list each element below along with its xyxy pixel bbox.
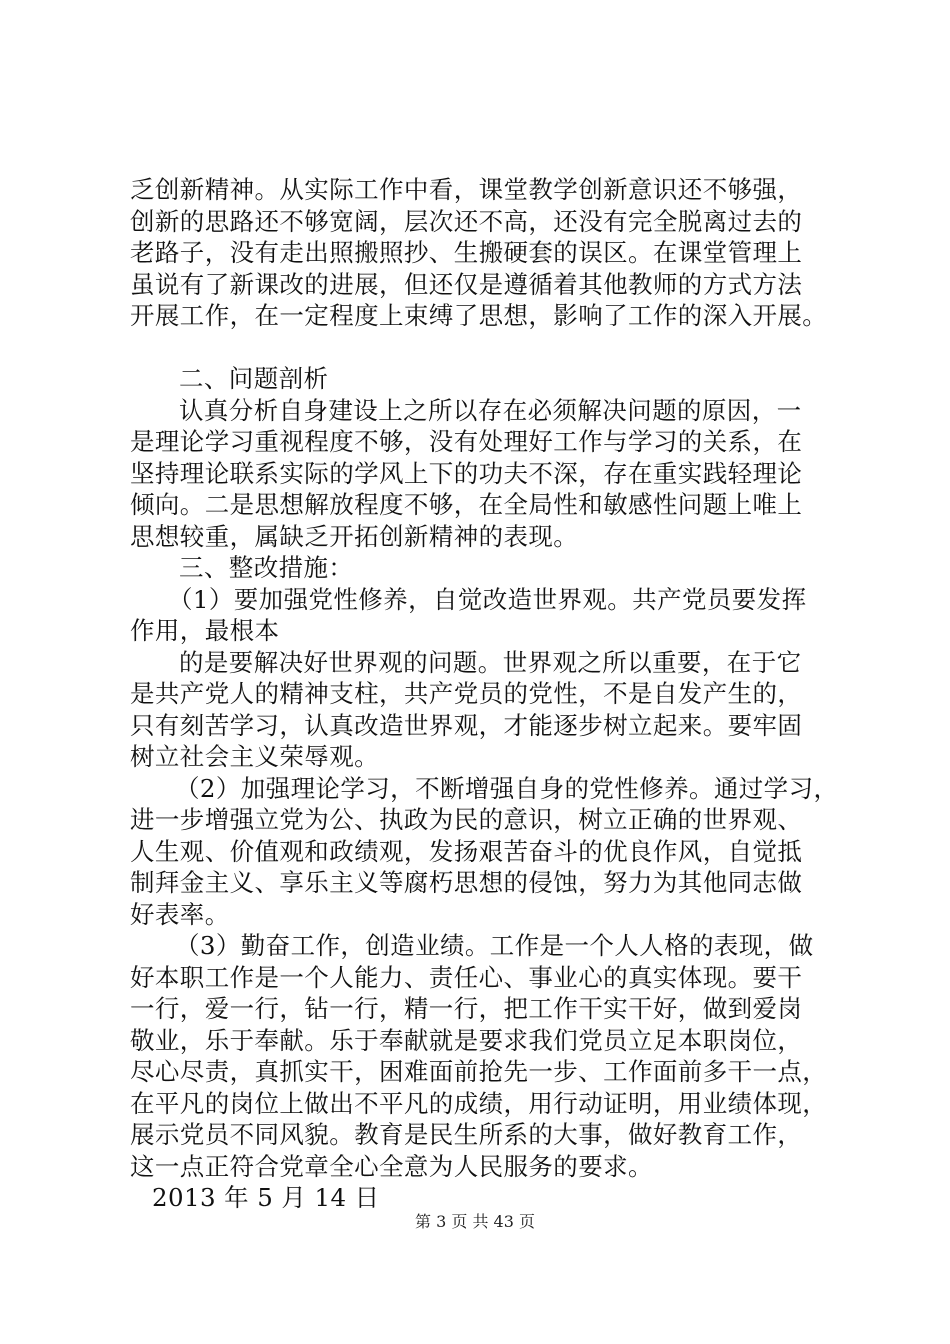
page-number-footer: 第 3 页 共 43 页 <box>415 1212 535 1231</box>
text-line: 虽说有了新课改的进展，但还仅是遵循着其他教师的方式方法 <box>130 269 803 299</box>
text-line: （2）加强理论学习，不断增强自身的党性修养。通过学习， <box>175 773 839 803</box>
document-body <box>130 174 850 1214</box>
text-line: 人生观、价值观和政绩观，发扬艰苦奋斗的优良作风，自觉抵 <box>130 836 803 866</box>
text-line: （1）要加强党性修养，自觉改造世界观。共产党员要发挥 <box>168 584 807 614</box>
text-line: 开展工作，在一定程度上束缚了思想，影响了工作的深入开展。 <box>130 301 828 330</box>
text-line: 倾向。二是思想解放程度不够，在全局性和敏感性问题上唯上 <box>130 490 803 519</box>
text-line: 一行，爱一行，钻一行，精一行，把工作干实干好，做到爱岗 <box>130 994 803 1023</box>
text-line: 在平凡的岗位上做出不平凡的成绩，用行动证明，用业绩体现， <box>130 1088 828 1118</box>
text-line: 作用，最根本 <box>130 616 280 645</box>
paragraph-gap <box>130 332 850 364</box>
text-line: 只有刻苦学习，认真改造世界观，才能逐步树立起来。要牢固 <box>130 710 803 740</box>
text-line: 好本职工作是一个人能力、责任心、事业心的真实体现。要干 <box>130 962 803 992</box>
text-line: 是理论学习重视程度不够，没有处理好工作与学习的关系，在 <box>130 427 803 456</box>
text-line: 敬业，乐于奉献。乐于奉献就是要求我们党员立足本职岗位， <box>130 1025 803 1055</box>
text-line: 进一步增强立党为公、执政为民的意识，树立正确的世界观、 <box>130 805 803 834</box>
text-line: 尽心尽责，真抓实干，困难面前抢先一步、工作面前多干一点， <box>130 1057 828 1086</box>
text-line: （3）勤奋工作，创造业绩。工作是一个人人格的表现，做 <box>175 931 814 960</box>
text-line: 思想较重，属缺乏开拓创新精神的表现。 <box>130 521 579 551</box>
text-line: 认真分析自身建设上之所以存在必须解决问题的原因，一 <box>179 395 802 425</box>
text-line: 创新的思路还不够宽阔，层次还不高，还没有完全脱离过去的 <box>130 206 803 236</box>
text-line: 是共产党人的精神支柱，共产党员的党性，不是自发产生的， <box>130 679 803 708</box>
text-line: 展示党员不同风貌。教育是民生所系的大事，做好教育工作， <box>130 1120 803 1149</box>
text-line: 这一点正符合党章全心全意为人民服务的要求。 <box>130 1151 653 1181</box>
section-heading: 三、整改措施： <box>179 553 354 582</box>
text-line: 好表率。 <box>130 899 230 929</box>
text-line: 乏创新精神。从实际工作中看，课堂教学创新意识还不够强， <box>130 175 803 204</box>
text-line: 树立社会主义荣辱观。 <box>130 742 379 771</box>
document-date: 2013 年 5 月 14 日 <box>152 1183 380 1212</box>
section-heading: 二、问题剖析 <box>179 364 329 393</box>
text-line: 的是要解决好世界观的问题。世界观之所以重要，在于它 <box>179 647 802 677</box>
text-line: 坚持理论联系实际的学风上下的功夫不深，存在重实践轻理论 <box>130 458 803 488</box>
text-line: 老路子，没有走出照搬照抄、生搬硬套的误区。在课堂管理上 <box>130 238 803 267</box>
text-line: 制拜金主义、享乐主义等腐朽思想的侵蚀，努力为其他同志做 <box>130 868 803 897</box>
